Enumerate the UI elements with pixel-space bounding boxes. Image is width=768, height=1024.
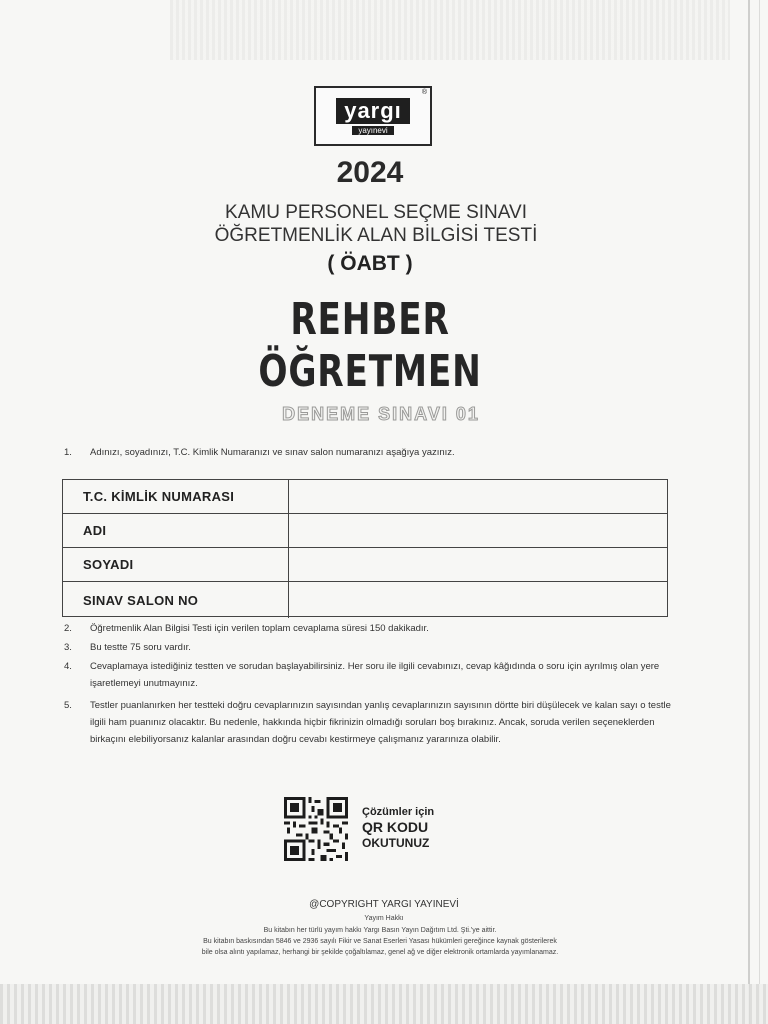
instruction-text: Testler puanlanırken her testteki doğru cevaplarınızın sayısından yanlış cevaplarınızın sayısının dörtte biri düşülecek ve kalan sayı o testle ilgili ham puanınız olacaktır. Bu nedenle, hakkında hiçbir fikrinizin olmadığı soruları boş bırakınız. Ancak, soruda verilen seçeneklerden birkaçını elebiliyorsanız kalanlar arasından doğru cevabı kestirmeye çalışmanız yararınıza olabilir.	[90, 700, 671, 745]
page-edge-line	[748, 0, 750, 1024]
exam-name: DENEME SINAVI 01	[282, 404, 480, 424]
instruction-4	[64, 658, 684, 692]
scan-artifact-top	[170, 0, 730, 60]
instruction-number: 1.	[64, 447, 72, 458]
subject-title-line2: ÖĞRETMEN	[258, 346, 482, 397]
candidate-info-table	[62, 479, 668, 617]
tc-id-field[interactable]	[289, 480, 667, 513]
exam-year: 2024	[336, 156, 404, 189]
rights-title: Yayım Hakkı	[364, 915, 404, 922]
instruction-1	[64, 444, 684, 461]
instruction-number: 5.	[64, 700, 72, 711]
exam-title-line2: ÖĞRETMENLİK ALAN BİLGİSİ TESTİ	[214, 225, 538, 246]
instruction-3	[64, 639, 684, 656]
instruction-2	[64, 620, 684, 637]
instruction-number: 2.	[64, 623, 72, 634]
exam-room-field[interactable]	[289, 582, 667, 618]
registered-mark: ®	[421, 89, 427, 96]
legal-text-line3: bile olsa alıntı yapılamaz, herhangi bir şekilde çoğaltılamaz, genel ağ ve diğer elektronik ortamlarda yayımlanamaz.	[201, 949, 559, 956]
name-field[interactable]	[289, 514, 667, 547]
instruction-text: Öğretmenlik Alan Bilgisi Testi için verilen toplam cevaplama süresi 150 dakikadır.	[90, 623, 429, 634]
copyright-notice: @COPYRIGHT YARGI YAYINEVİ	[309, 899, 459, 910]
subject-title-line1: REHBER	[290, 294, 450, 345]
instruction-text: Adınızı, soyadınızı, T.C. Kimlik Numaranızı ve sınav salon numaranızı aşağıya yazınız.	[90, 447, 455, 458]
table-row	[63, 480, 667, 514]
surname-label: SOYADI	[63, 548, 289, 581]
surname-field[interactable]	[289, 548, 667, 581]
logo-wordmark: yargı	[336, 98, 410, 124]
instruction-text: Cevaplamaya istediğiniz testten ve sorudan başlayabilirsiniz. Her soru ile ilgili cevabınızı, cevap kâğıdında o soru için ayrılmış olan yere işaretlemeyi unutmayınız.	[90, 661, 660, 689]
table-row	[63, 514, 667, 548]
exam-room-label: SINAV SALON NO	[63, 582, 289, 618]
qr-text-line1: Çözümler için	[362, 806, 435, 818]
instruction-5	[64, 697, 684, 748]
scan-artifact-bottom	[0, 984, 768, 1024]
exam-abbreviation: ( ÖABT )	[327, 252, 413, 275]
qr-text-line2: QR KODU	[362, 819, 429, 835]
qr-code-icon[interactable]	[284, 797, 348, 861]
table-row	[63, 548, 667, 582]
name-label: ADI	[63, 514, 289, 547]
exam-title-line1: KAMU PERSONEL SEÇME SINAVI	[225, 202, 527, 223]
instruction-number: 3.	[64, 642, 72, 653]
qr-text-line3: OKUTUNUZ	[362, 836, 430, 850]
page-edge-line-secondary	[759, 0, 760, 1024]
tc-id-label: T.C. KİMLİK NUMARASI	[63, 480, 289, 513]
instruction-number: 4.	[64, 661, 72, 672]
qr-instructions	[362, 806, 434, 850]
legal-text-line2: Bu kitabın baskısından 5846 ve 2936 sayılı Fikir ve Sanat Eserleri Yasası hükümleri gereğince kaynak gösterilerek	[203, 938, 557, 945]
table-row	[63, 582, 667, 618]
publisher-logo	[314, 86, 432, 146]
logo-subtitle: yayınevi	[352, 126, 393, 135]
instruction-text: Bu testte 75 soru vardır.	[90, 642, 191, 653]
legal-text-line1: Bu kitabın her türlü yayım hakkı Yargı Basın Yayın Dağıtım Ltd. Şti.'ye aittir.	[263, 927, 497, 934]
